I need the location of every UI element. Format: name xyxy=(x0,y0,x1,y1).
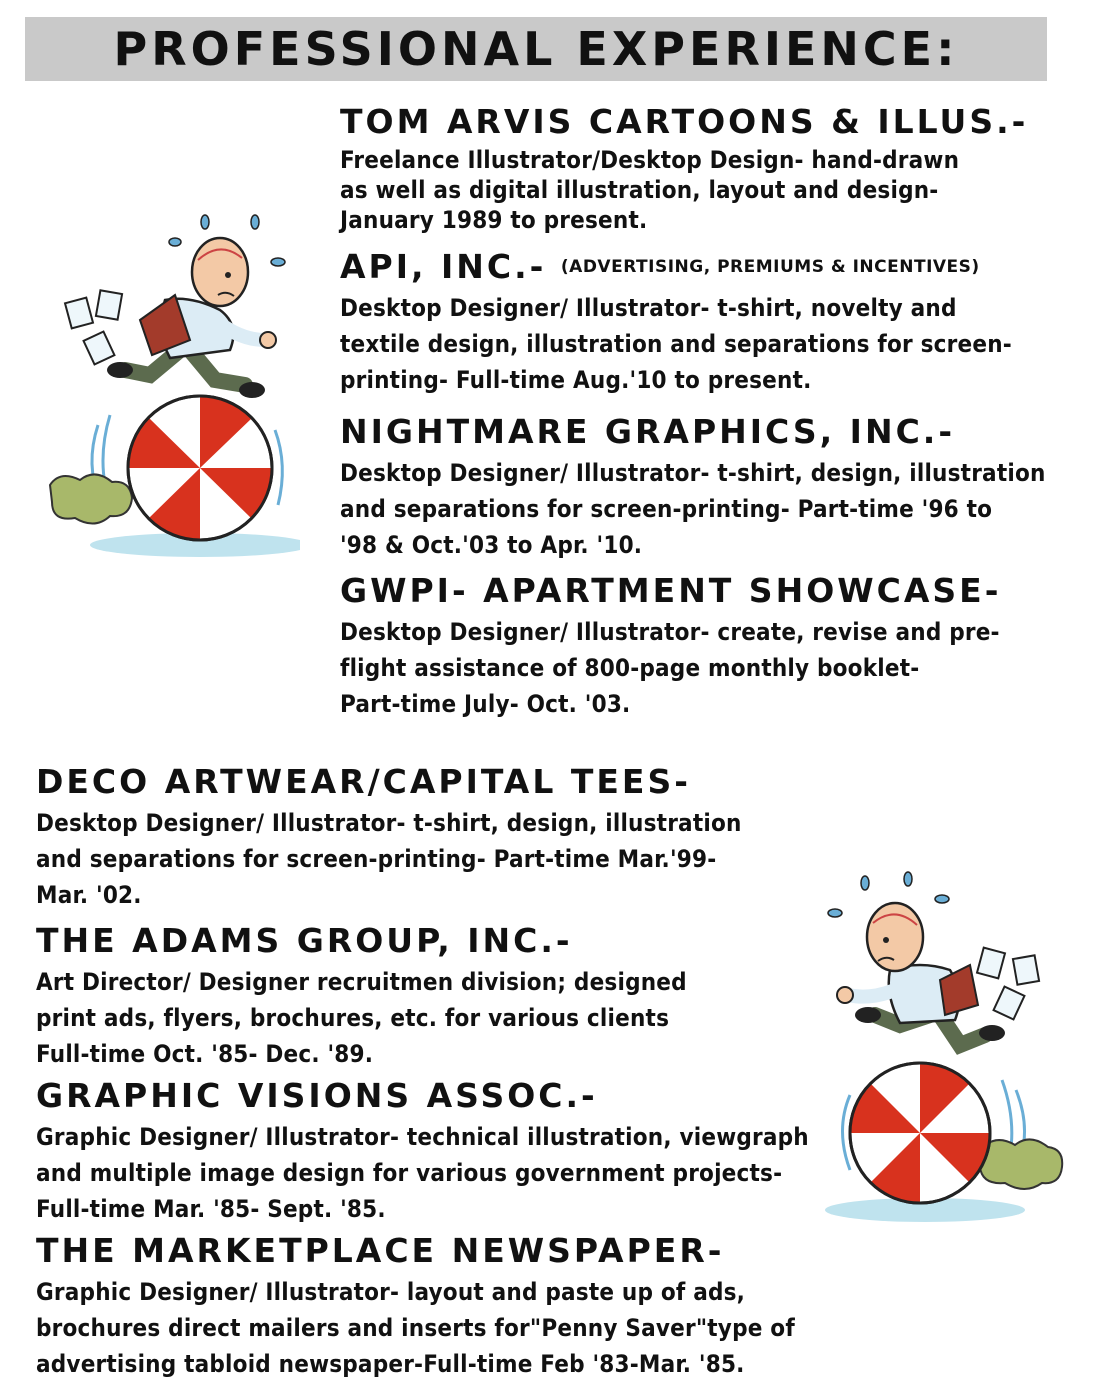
flying-papers-icon xyxy=(977,948,1039,1020)
dust-cloud-icon xyxy=(50,474,132,523)
job-line: and separations for screen-printing- Part-time Mar.'99- xyxy=(36,845,717,873)
job-line: print ads, flyers, brochures, etc. for various clients xyxy=(36,1004,670,1032)
job-line: textile design, illustration and separations for screen- xyxy=(340,330,1012,358)
job-line: Part-time July- Oct. '03. xyxy=(340,690,631,718)
job-entry xyxy=(340,413,1090,563)
running-man-illustration-top xyxy=(40,200,300,560)
job-line: and multiple image design for various government projects- xyxy=(36,1159,783,1187)
job-line: advertising tabloid newspaper-Full-time Feb '83-Mar. '85. xyxy=(36,1350,745,1378)
beach-ball-icon xyxy=(850,1063,990,1203)
job-line: brochures direct mailers and inserts for"Penny Saver"type of xyxy=(36,1314,795,1342)
job-line: as well as digital illustration, layout and design- xyxy=(340,176,939,204)
job-line: '98 & Oct.'03 to Apr. '10. xyxy=(340,531,643,559)
dust-cloud-icon xyxy=(980,1139,1062,1189)
job-line: and separations for screen-printing- Part-time '96 to xyxy=(340,495,993,523)
worried-face-icon xyxy=(867,903,923,971)
running-man-illustration-bottom xyxy=(820,865,1070,1225)
job-line: Graphic Designer/ Illustrator- technical illustration, viewgraph xyxy=(36,1123,809,1151)
job-entry xyxy=(340,248,1080,398)
company-name: THE MARKETPLACE NEWSPAPER- xyxy=(36,1231,725,1270)
section-title: PROFESSIONAL EXPERIENCE: xyxy=(113,22,959,76)
job-line: Graphic Designer/ Illustrator- layout and paste up of ads, xyxy=(36,1278,746,1306)
company-name: API, INC.- xyxy=(340,247,547,286)
company-heading xyxy=(340,248,1080,286)
company-note: (ADVERTISING, PREMIUMS & INCENTIVES) xyxy=(560,257,980,277)
company-name: GRAPHIC VISIONS ASSOC.- xyxy=(36,1076,598,1115)
job-line: flight assistance of 800-page monthly booklet- xyxy=(340,654,920,682)
company-name: DECO ARTWEAR/CAPITAL TEES- xyxy=(36,762,691,801)
job-entry xyxy=(340,103,1060,235)
job-line: Art Director/ Designer recruitmen division; designed xyxy=(36,968,687,996)
worried-face-icon xyxy=(192,238,248,306)
job-line: Full-time Mar. '85- Sept. '85. xyxy=(36,1195,386,1223)
company-name: THE ADAMS GROUP, INC.- xyxy=(36,921,573,960)
job-entry xyxy=(340,572,1060,722)
job-line: Desktop Designer/ Illustrator- create, revise and pre- xyxy=(340,618,1000,646)
company-name: TOM ARVIS CARTOONS & ILLUS.- xyxy=(340,102,1029,141)
job-line: Full-time Oct. '85- Dec. '89. xyxy=(36,1040,374,1068)
company-name: NIGHTMARE GRAPHICS, INC.- xyxy=(340,412,956,451)
job-entry xyxy=(36,1077,836,1227)
flying-papers-icon xyxy=(65,290,122,364)
company-name: GWPI- APARTMENT SHOWCASE- xyxy=(340,571,1002,610)
job-line: Freelance Illustrator/Desktop Design- hand-drawn xyxy=(340,146,960,174)
job-line: Desktop Designer/ Illustrator- t-shirt, design, illustration xyxy=(36,809,742,837)
job-line: Desktop Designer/ Illustrator- t-shirt, design, illustration xyxy=(340,459,1046,487)
job-entry xyxy=(36,922,796,1072)
job-line: January 1989 to present. xyxy=(340,206,648,234)
job-line: Desktop Designer/ Illustrator- t-shirt, novelty and xyxy=(340,294,957,322)
section-banner xyxy=(25,17,1047,81)
job-entry xyxy=(36,763,796,913)
job-line: Mar. '02. xyxy=(36,881,142,909)
job-entry xyxy=(36,1232,856,1382)
job-line: printing- Full-time Aug.'10 to present. xyxy=(340,366,812,394)
beach-ball-icon xyxy=(128,396,272,540)
